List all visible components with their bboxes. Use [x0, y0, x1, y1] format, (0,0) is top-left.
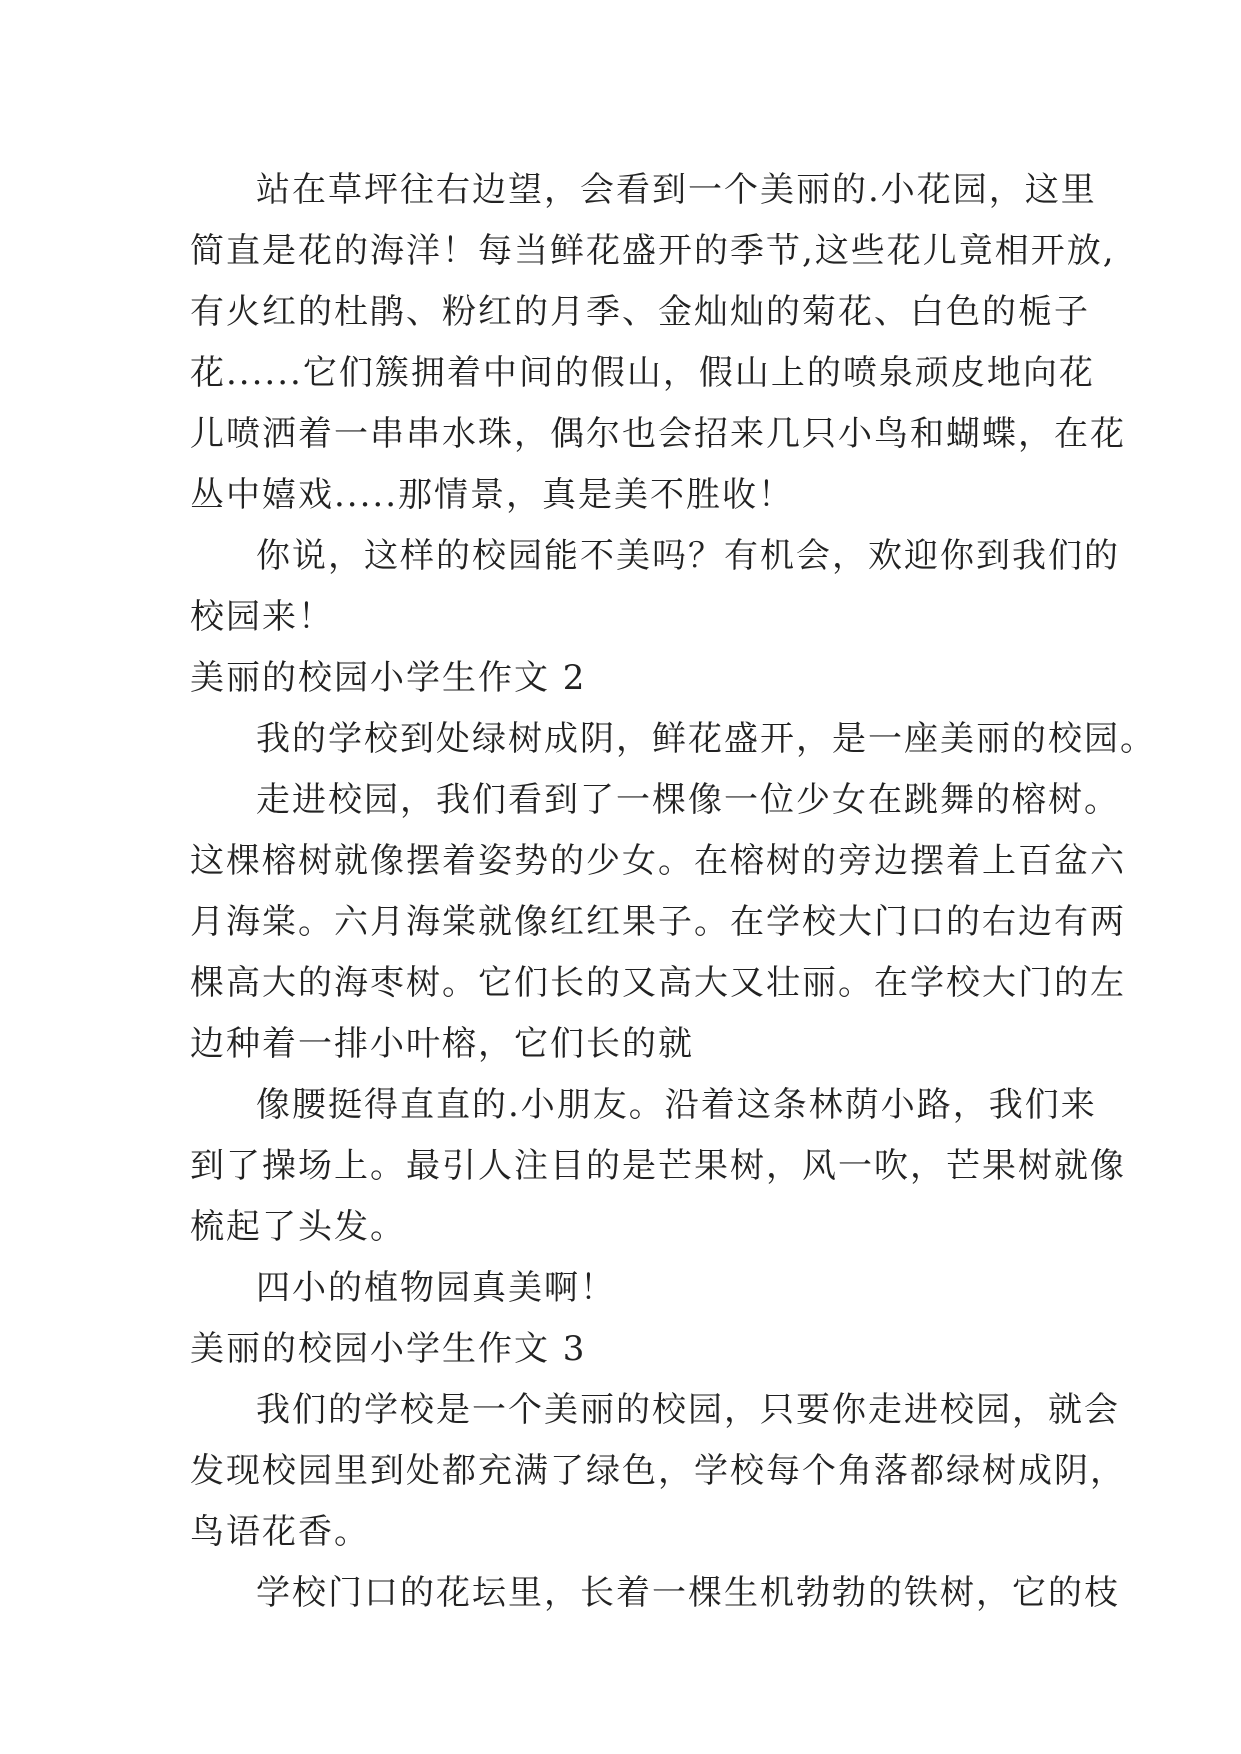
paragraph-line: 月海棠。六月海棠就像红红果子。在学校大门口的右边有两: [190, 902, 1126, 942]
paragraph-line: 鸟语花香。: [190, 1512, 370, 1552]
paragraph-line: 这棵榕树就像摆着姿势的少女。在榕树的旁边摆着上百盆六: [190, 841, 1126, 881]
paragraph-line: 你说，这样的校园能不美吗？有机会，欢迎你到我们的: [256, 536, 1120, 576]
paragraph-line: 我们的学校是一个美丽的校园，只要你走进校园，就会: [256, 1390, 1120, 1430]
paragraph-line: 学校门口的花坛里，长着一棵生机勃勃的铁树，它的枝: [256, 1573, 1120, 1613]
paragraph-line: 简直是花的海洋！每当鲜花盛开的季节,这些花儿竟相开放,: [190, 231, 1116, 271]
paragraph-line: 棵高大的海枣树。它们长的又高大又壮丽。在学校大门的左: [190, 963, 1126, 1003]
essay-heading: 美丽的校园小学生作文 3: [190, 1329, 587, 1369]
paragraph-line: 发现校园里到处都充满了绿色，学校每个角落都绿树成阴，: [190, 1451, 1126, 1491]
paragraph-line: 像腰挺得直直的.小朋友。沿着这条林荫小路，我们来: [256, 1085, 1097, 1125]
document-body: [190, 160, 1156, 1624]
paragraph-line: 有火红的杜鹃、粉红的月季、金灿灿的菊花、白色的栀子: [190, 292, 1090, 332]
paragraph-line: 走进校园，我们看到了一棵像一位少女在跳舞的榕树。: [256, 780, 1120, 820]
paragraph-line: 我的学校到处绿树成阴，鲜花盛开，是一座美丽的校园。: [256, 719, 1156, 759]
paragraph-line: 丛中嬉戏.....那情景，真是美不胜收！: [190, 475, 795, 515]
paragraph-line: 梳起了头发。: [190, 1207, 406, 1247]
paragraph-line: 站在草坪往右边望，会看到一个美丽的.小花园，这里: [256, 170, 1097, 210]
paragraph-line: 四小的植物园真美啊！: [256, 1268, 616, 1308]
paragraph-line: 花......它们簇拥着中间的假山，假山上的喷泉顽皮地向花: [190, 353, 1095, 393]
paragraph-line: 到了操场上。最引人注目的是芒果树，风一吹，芒果树就像: [190, 1146, 1126, 1186]
paragraph-line: 边种着一排小叶榕，它们长的就: [190, 1024, 694, 1064]
paragraph-line: 校园来！: [190, 597, 334, 637]
paragraph-line: 儿喷洒着一串串水珠，偶尔也会招来几只小鸟和蝴蝶，在花: [190, 414, 1126, 454]
essay-heading: 美丽的校园小学生作文 2: [190, 658, 587, 698]
